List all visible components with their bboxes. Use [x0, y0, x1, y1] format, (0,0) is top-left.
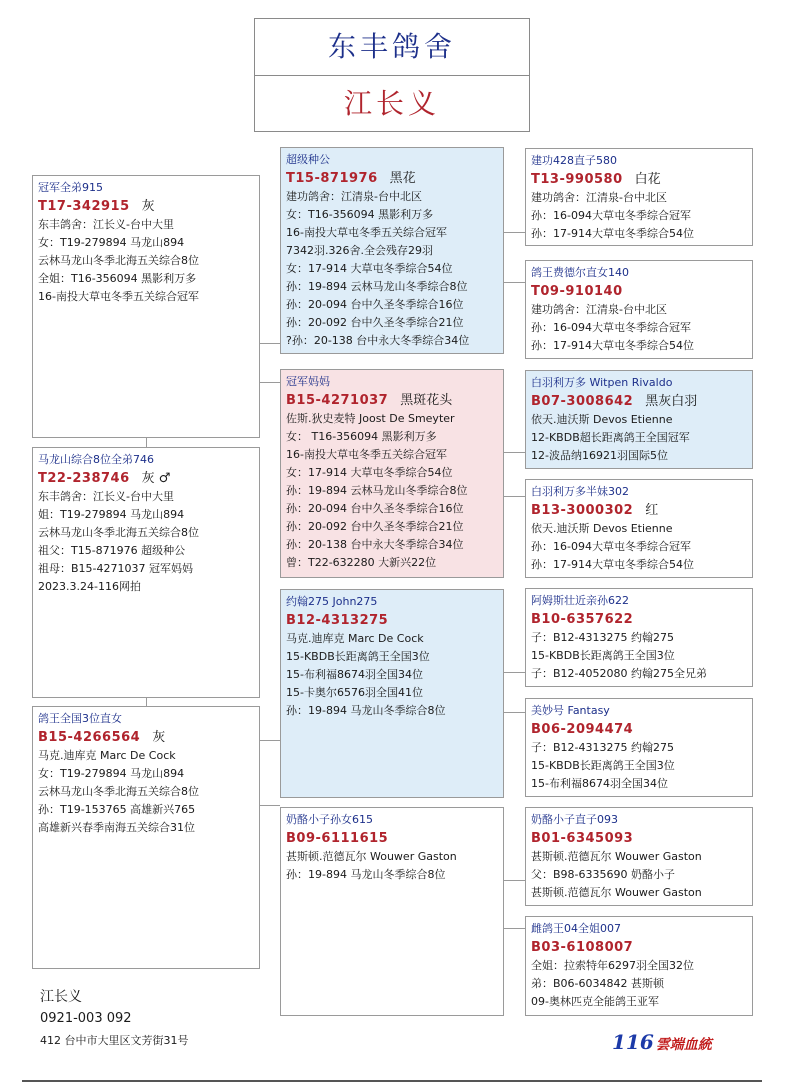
contact-name: 江长义	[40, 989, 82, 1005]
detail-line: 东丰鸽舍：江长义-台中大里	[38, 490, 174, 503]
connector	[260, 343, 280, 344]
detail-line: 孙：20-092 台中久圣冬季综合21位	[286, 316, 464, 329]
detail-line: 女：T19-279894 马龙山894	[38, 767, 185, 780]
detail-line: 云林马龙山冬季北海五关综合8位	[38, 785, 199, 798]
connector	[504, 282, 525, 283]
dam-card	[280, 807, 504, 1016]
connector	[146, 438, 147, 447]
ring-number: T09-910140	[531, 284, 623, 299]
detail-line: 祖父：T15-871976 超级种公	[38, 544, 186, 557]
detail-line: 15-KBDB长距离鸽王全国3位	[531, 649, 675, 662]
detail-line: 16-南投大草屯冬季五关综合冠军	[286, 448, 447, 461]
connector	[504, 672, 525, 673]
detail-line: 孙：16-094大草屯冬季综合冠军	[531, 540, 691, 553]
detail-line: 15-KBDB长距离鸽王全国3位	[286, 650, 430, 663]
detail-line: 姐：T19-279894 马龙山894	[38, 508, 185, 521]
detail-line: 孙：19-894 云林马龙山冬季综合8位	[286, 484, 468, 497]
detail-line: 甚斯顿.范德瓦尔 Wouwer Gaston	[286, 850, 457, 863]
sibling-card	[32, 447, 260, 698]
detail-line: 16-南投大草屯冬季五关综合冠军	[38, 290, 199, 303]
brand-logo	[612, 1030, 712, 1054]
card-title: 奶酪小子直子093	[531, 813, 618, 826]
grandparent-card	[525, 916, 753, 1016]
connector	[504, 880, 525, 881]
detail-line: 孙：T19-153765 高雄新兴765	[38, 803, 196, 816]
detail-line: 弟：B06-6034842 甚斯顿	[531, 977, 664, 990]
detail-line: 孙：17-914大草屯冬季综合54位	[531, 558, 694, 571]
ring-number: T13-990580 白花	[531, 172, 661, 187]
detail-line: 依天.迪沃斯 Devos Etienne	[531, 413, 673, 426]
detail-line: 孙：16-094大草屯冬季综合冠军	[531, 209, 691, 222]
detail-line: 建功鸽舍：江清泉-台中北区	[531, 191, 667, 204]
contact-info	[40, 986, 189, 1052]
owner-name: 江长义	[343, 87, 440, 120]
grandparent-card	[525, 148, 753, 246]
detail-line: 女：T19-279894 马龙山894	[38, 236, 185, 249]
card-title: 冠军妈妈	[286, 375, 330, 388]
detail-line: ?孙：20-138 台中永大冬季综合34位	[286, 334, 470, 347]
feather-color: 灰 ♂	[141, 471, 171, 486]
detail-line: 15-KBDB长距离鸽王全国3位	[531, 759, 675, 772]
ring-number: T17-342915 灰	[38, 199, 155, 214]
detail-line: 15-布利福8674羽全国34位	[531, 777, 668, 790]
contact-address: 412 台中市大里区文芳街31号	[40, 1034, 189, 1047]
feather-color: 黑灰白羽	[645, 394, 698, 409]
ring-number: B06-2094474	[531, 722, 634, 737]
detail-line: 女：17-914 大草屯冬季综合54位	[286, 262, 453, 275]
card-title: 马龙山综合8位全弟746	[38, 453, 154, 466]
detail-line: 建功鸽舍：江清泉-台中北区	[286, 190, 422, 203]
subject-card	[32, 175, 260, 438]
feather-color: 灰	[141, 199, 155, 214]
detail-line: 孙：20-094 台中久圣冬季综合16位	[286, 298, 464, 311]
grandparent-card	[525, 370, 753, 469]
detail-line: 女：17-914 大草屯冬季综合54位	[286, 466, 453, 479]
detail-line: 东丰鸽舍：江长义-台中大里	[38, 218, 174, 231]
detail-line: 12-KBDB超长距离鸽王全国冠军	[531, 431, 690, 444]
detail-line: 孙：19-894 马龙山冬季综合8位	[286, 704, 446, 717]
sire-card	[280, 147, 504, 354]
detail-line: 12-波品纳16921羽国际5位	[531, 449, 668, 462]
detail-line: 09-奥林匹克全能鸽王亚军	[531, 995, 659, 1008]
ring-number: B15-4271037 黑斑花头	[286, 393, 453, 408]
detail-line: 7342羽.326舍.全会残存29羽	[286, 244, 433, 257]
card-title: 奶酪小子孙女615	[286, 813, 373, 826]
connector	[260, 805, 280, 806]
contact-phone: 0921-003 092	[40, 1011, 132, 1026]
detail-line: 马克.迪库克 Marc De Cock	[286, 632, 424, 645]
detail-line: 佐斯.狄史麦特 Joost De Smeyter	[286, 412, 455, 425]
detail-line: 甚斯顿.范德瓦尔 Wouwer Gaston	[531, 850, 702, 863]
connector	[504, 928, 525, 929]
grandparent-card	[525, 698, 753, 797]
detail-line: 全姐：T16-356094 黑影利万多	[38, 272, 197, 285]
detail-line: 云林马龙山冬季北海五关综合8位	[38, 526, 199, 539]
detail-line: 孙：19-894 马龙山冬季综合8位	[286, 868, 446, 881]
card-title: 鸽王费德尔直女140	[531, 266, 629, 279]
detail-line: 15-布利福8674羽全国34位	[286, 668, 423, 681]
ring-number: B01-6345093	[531, 831, 634, 846]
card-title: 美妙号 Fantasy	[531, 704, 610, 717]
connector	[260, 740, 280, 741]
detail-line: 孙：20-092 台中久圣冬季综合21位	[286, 520, 464, 533]
card-title: 建功428直子580	[531, 154, 617, 167]
sibling-card	[32, 706, 260, 969]
detail-line: 父：B98-6335690 奶酪小子	[531, 868, 675, 881]
detail-line: 孙：20-094 台中久圣冬季综合16位	[286, 502, 464, 515]
connector	[504, 232, 525, 233]
card-title: 鸽王全国3位直女	[38, 712, 122, 725]
detail-line: 女：T16-356094 黑影利万多	[286, 208, 434, 221]
detail-line: 孙：17-914大草屯冬季综合54位	[531, 227, 694, 240]
feather-color: 红	[645, 503, 659, 518]
detail-line: 建功鸽舍：江清泉-台中北区	[531, 303, 667, 316]
ring-number: B13-3000302 红	[531, 503, 659, 518]
detail-line: 曾：T22-632280 大新兴22位	[286, 556, 437, 569]
connector	[504, 712, 525, 713]
ring-number: B07-3008642 黑灰白羽	[531, 394, 698, 409]
sire-card	[280, 589, 504, 798]
loft-name: 东丰鸽舍	[255, 19, 529, 76]
connector	[504, 452, 525, 453]
connector	[504, 496, 525, 497]
detail-line: 孙：17-914大草屯冬季综合54位	[531, 339, 694, 352]
ring-number: T22-238746 灰 ♂	[38, 471, 171, 486]
logo-number: 116	[612, 1030, 654, 1054]
card-title: 约翰275 John275	[286, 595, 378, 608]
detail-line: 15-卡奥尔6576羽全国41位	[286, 686, 423, 699]
detail-line: 依天.迪沃斯 Devos Etienne	[531, 522, 673, 535]
logo-text: 雲端血統	[655, 1037, 712, 1053]
grandparent-card	[525, 807, 753, 906]
card-title: 阿姆斯壮近亲孙622	[531, 594, 629, 607]
detail-line: 16-南投大草屯冬季五关综合冠军	[286, 226, 447, 239]
detail-line: 祖母：B15-4271037 冠军妈妈	[38, 562, 193, 575]
detail-line: 女： T16-356094 黑影利万多	[286, 430, 437, 443]
grandparent-card	[525, 260, 753, 359]
divider	[22, 1080, 762, 1082]
detail-line: 甚斯顿.范德瓦尔 Wouwer Gaston	[531, 886, 702, 899]
feather-color: 灰	[152, 730, 166, 745]
detail-line: 孙：16-094大草屯冬季综合冠军	[531, 321, 691, 334]
ring-number: B10-6357622	[531, 612, 634, 627]
feather-color: 黑斑花头	[400, 393, 453, 408]
feather-color: 白花	[634, 172, 661, 187]
detail-line: 孙：20-138 台中永大冬季综合34位	[286, 538, 464, 551]
detail-line: 子：B12-4313275 约翰275	[531, 741, 674, 754]
ring-number: B03-6108007	[531, 940, 634, 955]
detail-line: 子：B12-4052080 约翰275全兄弟	[531, 667, 707, 680]
grandparent-card	[525, 588, 753, 687]
card-title: 冠军全弟915	[38, 181, 103, 194]
detail-line: 全姐：拉索特年6297羽全国32位	[531, 959, 694, 972]
ring-number: B12-4313275	[286, 613, 389, 628]
card-title: 白羽利万多 Witpen Rivaldo	[531, 376, 673, 389]
card-title: 白羽利万多半妹302	[531, 485, 629, 498]
card-title: 超级种公	[286, 153, 330, 166]
card-title: 雌鸽王04全姐007	[531, 922, 621, 935]
detail-line: 高雄新兴春季南海五关综合31位	[38, 821, 195, 834]
detail-line: 云林马龙山冬季北海五关综合8位	[38, 254, 199, 267]
connector	[260, 382, 280, 383]
connector	[146, 698, 147, 706]
ring-number: T15-871976 黑花	[286, 171, 416, 186]
ring-number: B09-6111615	[286, 831, 389, 846]
pedigree-header	[254, 18, 530, 132]
detail-line: 马克.迪库克 Marc De Cock	[38, 749, 176, 762]
grandparent-card	[525, 479, 753, 578]
ring-number: B15-4266564 灰	[38, 730, 166, 745]
dam-card	[280, 369, 504, 578]
feather-color: 黑花	[389, 171, 416, 186]
detail-line: 子：B12-4313275 约翰275	[531, 631, 674, 644]
detail-line: 2023.3.24-116网拍	[38, 580, 141, 593]
detail-line: 孙：19-894 云林马龙山冬季综合8位	[286, 280, 468, 293]
